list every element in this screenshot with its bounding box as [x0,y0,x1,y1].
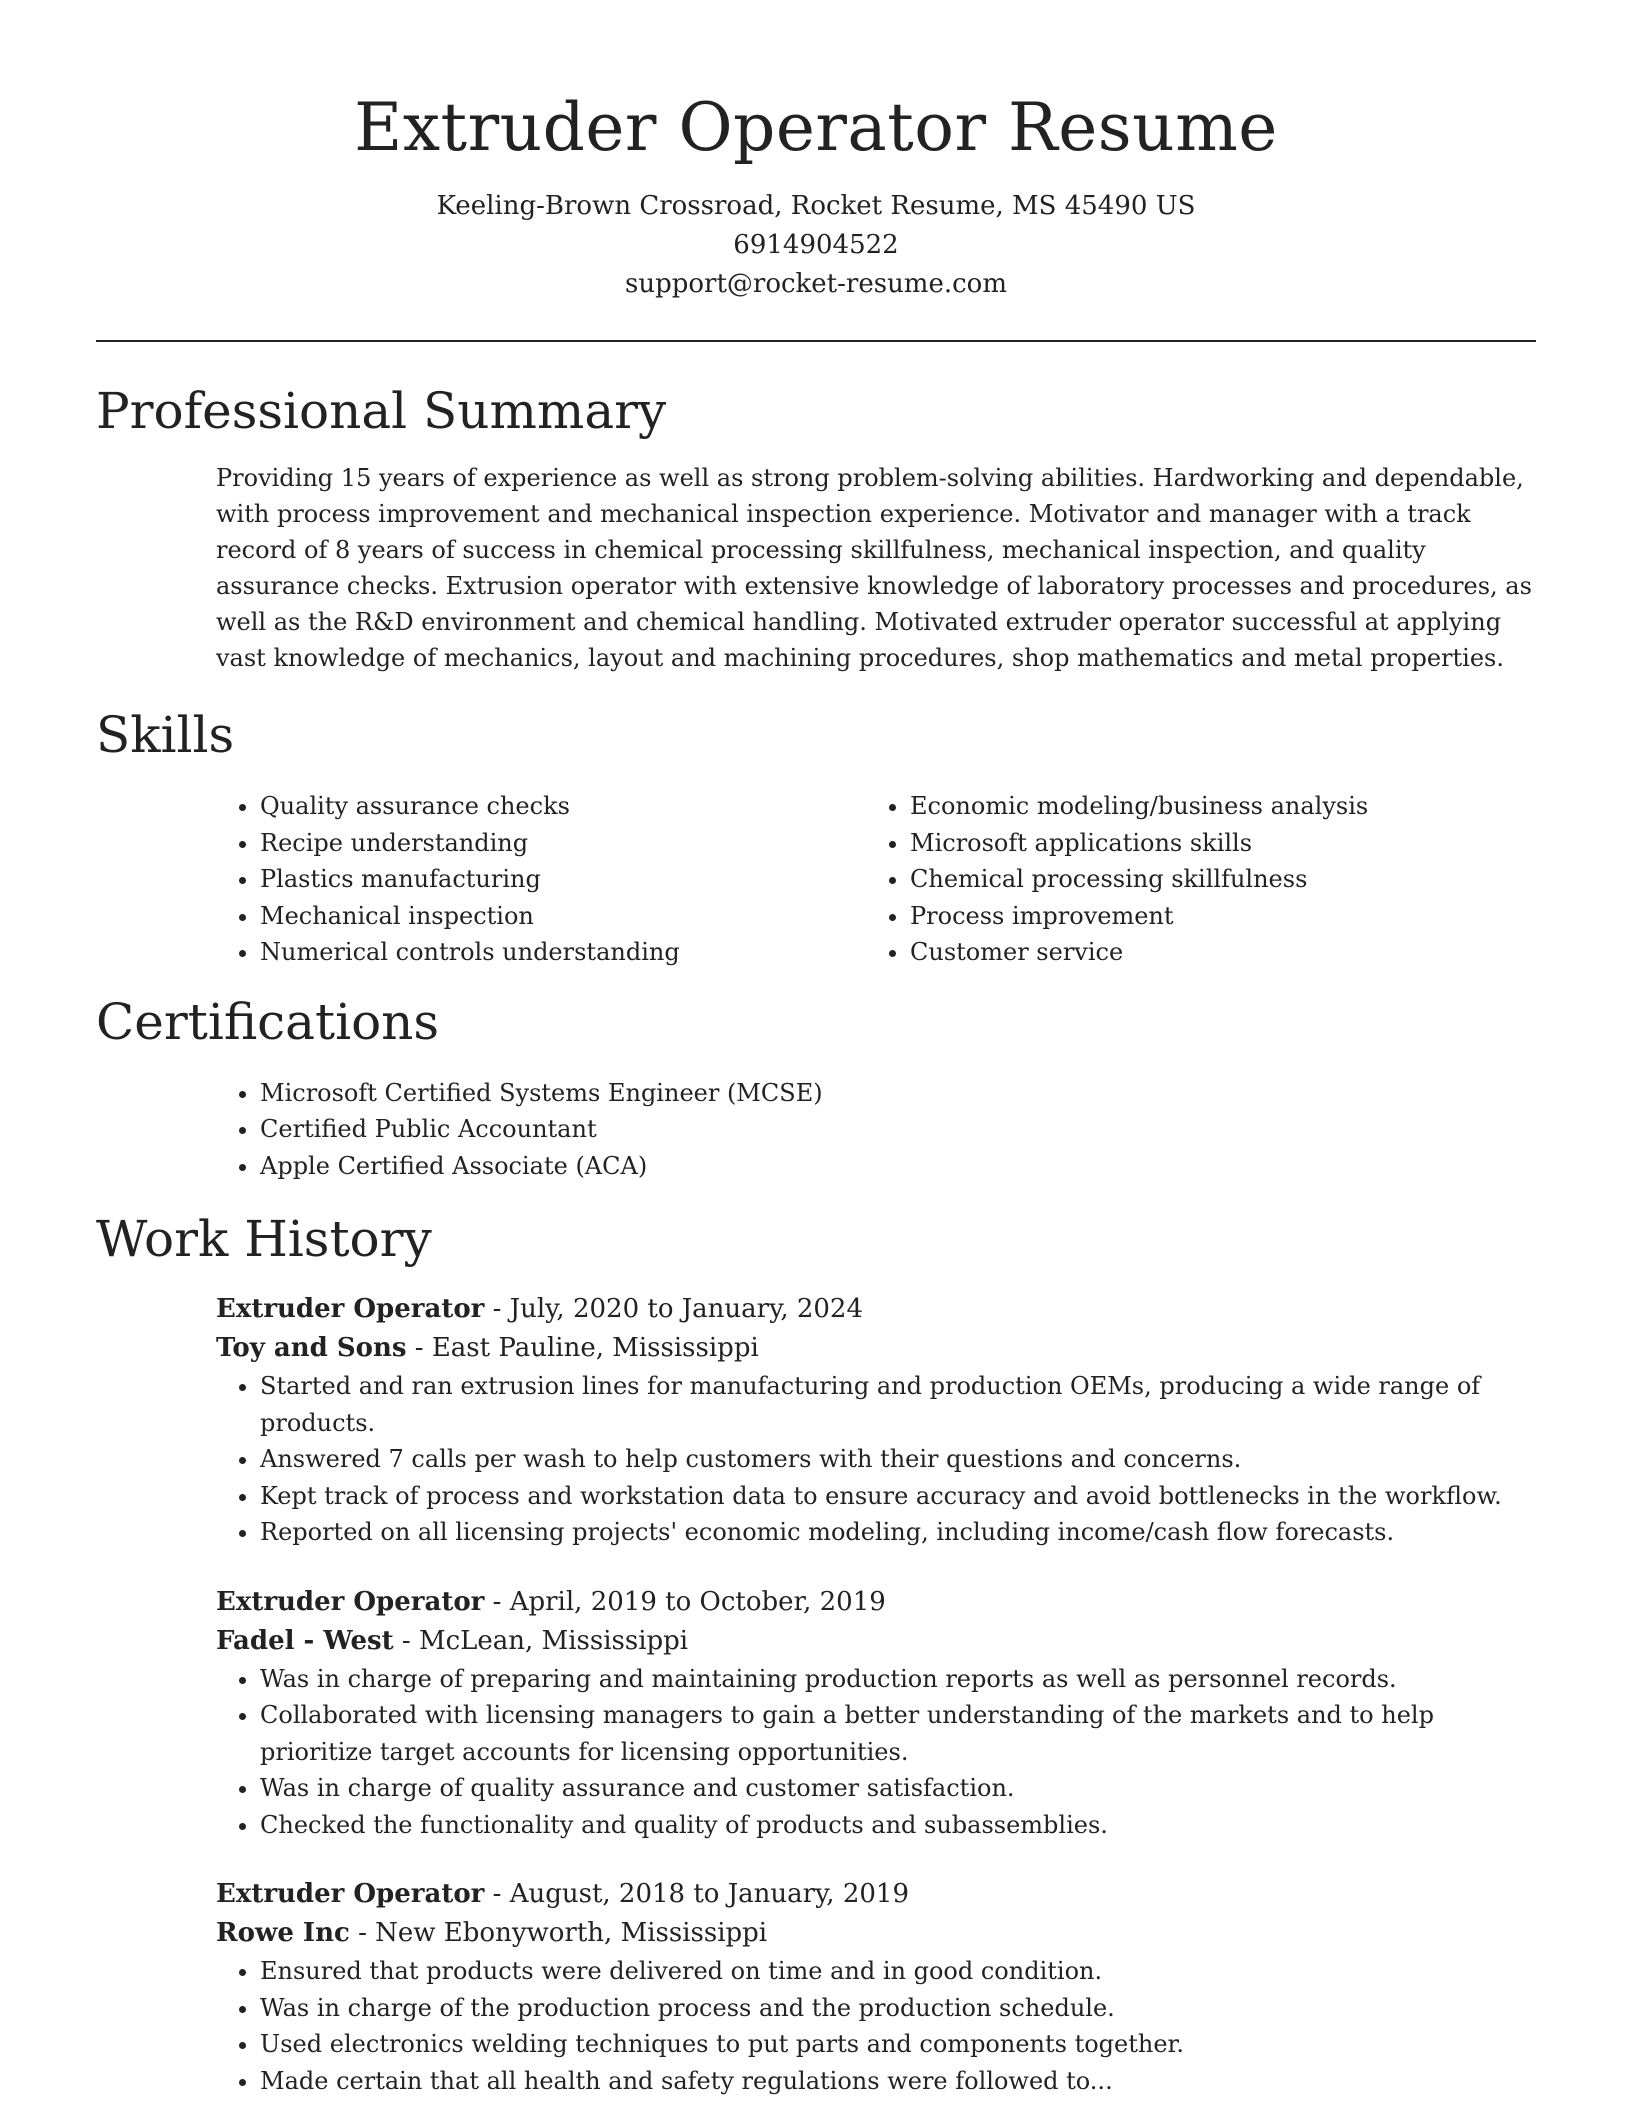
list-item: • Was in charge of quality assurance and customer satisfaction. [260,1770,1525,1807]
contact-phone: 6914904522 [733,230,899,260]
list-item: • Started and ran extrusion lines for manufacturing and production OEMs, producing a wide range of products. [260,1368,1525,1441]
contact-email: support@rocket-resume.com [624,269,1007,299]
job-entry [216,1583,1536,1844]
job-entry [216,1875,1536,2099]
list-item: • Numerical controls understanding [260,934,866,971]
job-title: Extruder Operator [216,1879,485,1909]
job-title: Extruder Operator [216,1586,485,1617]
summary-section [96,378,1536,676]
list-item: • Made certain that all health and safety regulations were followed to... [260,2063,1525,2100]
resume-page [96,0,1536,2099]
job-title-line [216,1875,1536,1914]
contact-address: Keeling-Brown Crossroad, Rocket Resume, MS 45490 US [436,191,1196,221]
job-company-line [216,1914,1536,1953]
list-item: • Checked the functionality and quality of products and subassemblies. [260,1807,1525,1844]
job-duties-list [216,1368,1536,1551]
job-company-line [216,1622,1536,1661]
certifications-list [216,1075,1536,1185]
list-item: • Ensured that products were delivered on time and in good condition. [260,1953,1525,1990]
list-item: • Plastics manufacturing [260,861,866,898]
list-item: • Microsoft Certified Systems Engineer (MCSE) [260,1075,1536,1112]
header-divider [96,340,1536,342]
certifications-list-wrapper [216,1075,1536,1185]
job-company: Toy and Sons [216,1333,407,1363]
work-history-section [96,1206,1536,2099]
list-item: • Reported on all licensing projects' economic modeling, including income/cash flow forecasts. [260,1514,1525,1551]
job-location: - East Pauline, Mississippi [406,1333,759,1363]
summary-text: Providing 15 years of experience as well as strong problem-solving abilities. Hardworking and dependable, with process improvement and mechanical inspection experience. Motivator and manager with a track record of 8 years of success in chemical processing skillfulness, mechanical inspection, and quality assurance checks. Extrusion operator with extensive knowledge of laboratory processes and procedures, as well as the R&D environment and chemical handling. Motivated extruder operator successful at applying vast knowledge of mechanics, layout and machining procedures, shop mathematics and metal properties. [216,464,1532,672]
list-item: • Collaborated with licensing managers to gain a better understanding of the markets and to help prioritize target accounts for licensing opportunities. [260,1697,1525,1770]
job-duties-list [216,1953,1536,2099]
list-item: • Recipe understanding [260,825,866,862]
resume-header [96,0,1536,304]
skills-heading: Skills [96,706,235,764]
list-item: • Used electronics welding techniques to put parts and components together. [260,2026,1525,2063]
page-title: Extruder Operator Resume [354,89,1278,166]
skills-section [96,702,1536,971]
skills-column-right [866,788,1516,971]
list-item: • Quality assurance checks [260,788,866,825]
certifications-heading: Certifications [96,992,440,1051]
list-item: • Kept track of process and workstation data to ensure accuracy and avoid bottlenecks in the workflow. [260,1478,1525,1515]
job-location: - McLean, Mississippi [393,1625,689,1656]
certifications-section [96,989,1536,1185]
job-title-line [216,1290,1536,1329]
job-title-line [216,1583,1536,1622]
list-item: • Microsoft applications skills [910,825,1516,862]
skills-column-left [216,788,866,971]
job-entry [216,1290,1536,1551]
list-item: • Apple Certified Associate (ACA) [260,1148,1536,1185]
contact-info [96,187,1536,304]
list-item: • Process improvement [910,898,1516,935]
job-company: Rowe Inc [216,1918,350,1948]
skills-columns [216,788,1536,971]
job-location: - New Ebonyworth, Mississippi [349,1918,768,1948]
job-dates: - August, 2018 to January, 2019 [484,1879,909,1909]
job-title: Extruder Operator [216,1294,485,1324]
list-item: • Chemical processing skillfulness [910,861,1516,898]
list-item: • Mechanical inspection [260,898,866,935]
list-item: • Economic modeling/business analysis [910,788,1516,825]
job-company: Fadel - West [216,1625,394,1656]
list-item: • Was in charge of preparing and maintaining production reports as well as personnel records. [260,1661,1525,1698]
list-item: • Was in charge of the production process and the production schedule. [260,1990,1525,2027]
skills-list-left [216,788,866,971]
job-dates: - July, 2020 to January, 2024 [484,1294,864,1324]
summary-heading: Professional Summary [96,382,667,440]
list-item: • Certified Public Accountant [260,1111,1536,1148]
job-dates: - April, 2019 to October, 2019 [484,1586,886,1617]
work-history-heading: Work History [96,1210,432,1268]
job-duties-list [216,1661,1536,1844]
list-item: • Answered 7 calls per wash to help customers with their questions and concerns. [260,1441,1525,1478]
list-item: • Customer service [910,934,1516,971]
skills-list-right [866,788,1516,971]
job-company-line [216,1329,1536,1368]
